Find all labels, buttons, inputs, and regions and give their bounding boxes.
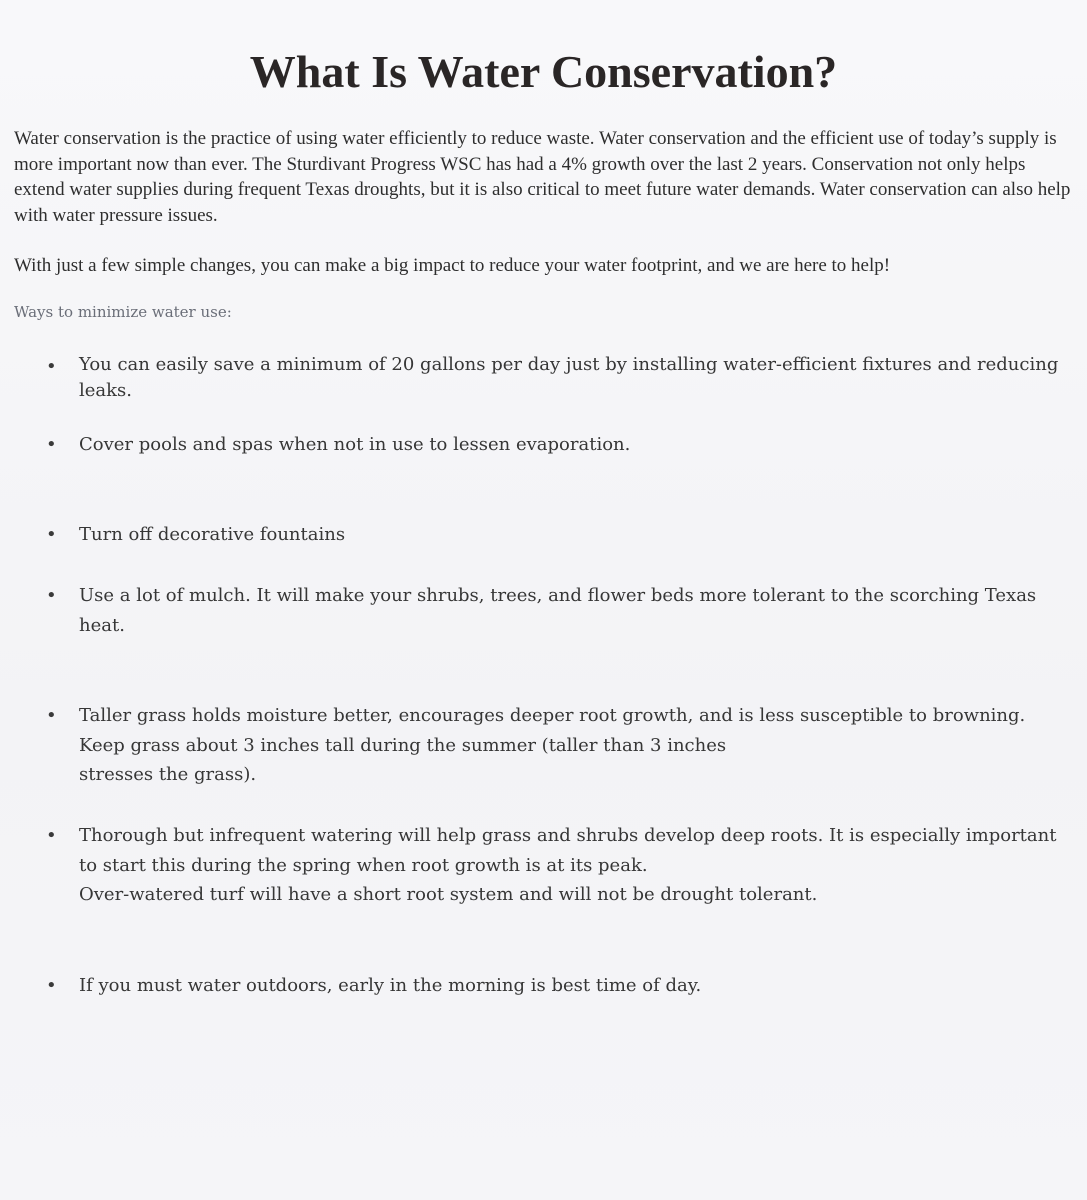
- ways-heading: Ways to minimize water use:: [14, 303, 232, 321]
- tip-list-item: [46, 430, 1076, 460]
- tip-list-item: [46, 821, 1076, 910]
- tip-list-item: [46, 520, 1076, 550]
- tip-text: Cover pools and spas when not in use to lessen evaporation.: [79, 434, 631, 455]
- tip-text: Taller grass holds moisture better, encourages deeper root growth, and is less susceptible to browning. Keep grass about 3 inches tall during the summer (taller than 3 inches stresses the grass).: [79, 705, 1026, 785]
- tip-text: You can easily save a minimum of 20 gallons per day just by installing water-efficient fixtures and reducing leaks.: [79, 354, 1059, 401]
- tip-text: Use a lot of mulch. It will make your shrubs, trees, and flower beds more tolerant to the scorching Texas heat.: [79, 585, 1037, 636]
- bullet-icon: •: [46, 585, 57, 606]
- bullet-icon: •: [46, 705, 57, 726]
- tip-text: Turn off decorative fountains: [79, 524, 346, 545]
- bullet-icon: •: [46, 356, 57, 377]
- bullet-icon: •: [46, 524, 57, 545]
- intro-paragraph: Water conservation is the practice of using water efficiently to reduce waste. Water conservation and the efficient use of today’s supply is more important now than ever. The Sturdivant Progress WSC has had a 4% growth over the last 2 years. Conservation not only helps extend water supplies during frequent Texas droughts, but it is also critical to meet future water demands. Water conservation can also help with water pressure issues.: [14, 128, 1071, 226]
- tip-list-item: [46, 352, 1076, 403]
- tip-list-item: [46, 701, 1076, 790]
- bullet-icon: •: [46, 434, 57, 455]
- tip-text: Thorough but infrequent watering will help grass and shrubs develop deep roots. It is especially important to start this during the spring when root growth is at its peak. Over-watered turf will have a short root system and will not be drought tolerant.: [79, 825, 1057, 905]
- tip-list-item: [46, 581, 1076, 640]
- tip-list-item: [46, 971, 1076, 1001]
- intro-paragraph: With just a few simple changes, you can make a big impact to reduce your water footprint, and we are here to help!: [14, 255, 891, 276]
- bullet-icon: •: [46, 825, 57, 846]
- tip-text: If you must water outdoors, early in the morning is best time of day.: [79, 975, 702, 996]
- bullet-icon: •: [46, 975, 57, 996]
- page-title: What Is Water Conservation?: [249, 46, 838, 97]
